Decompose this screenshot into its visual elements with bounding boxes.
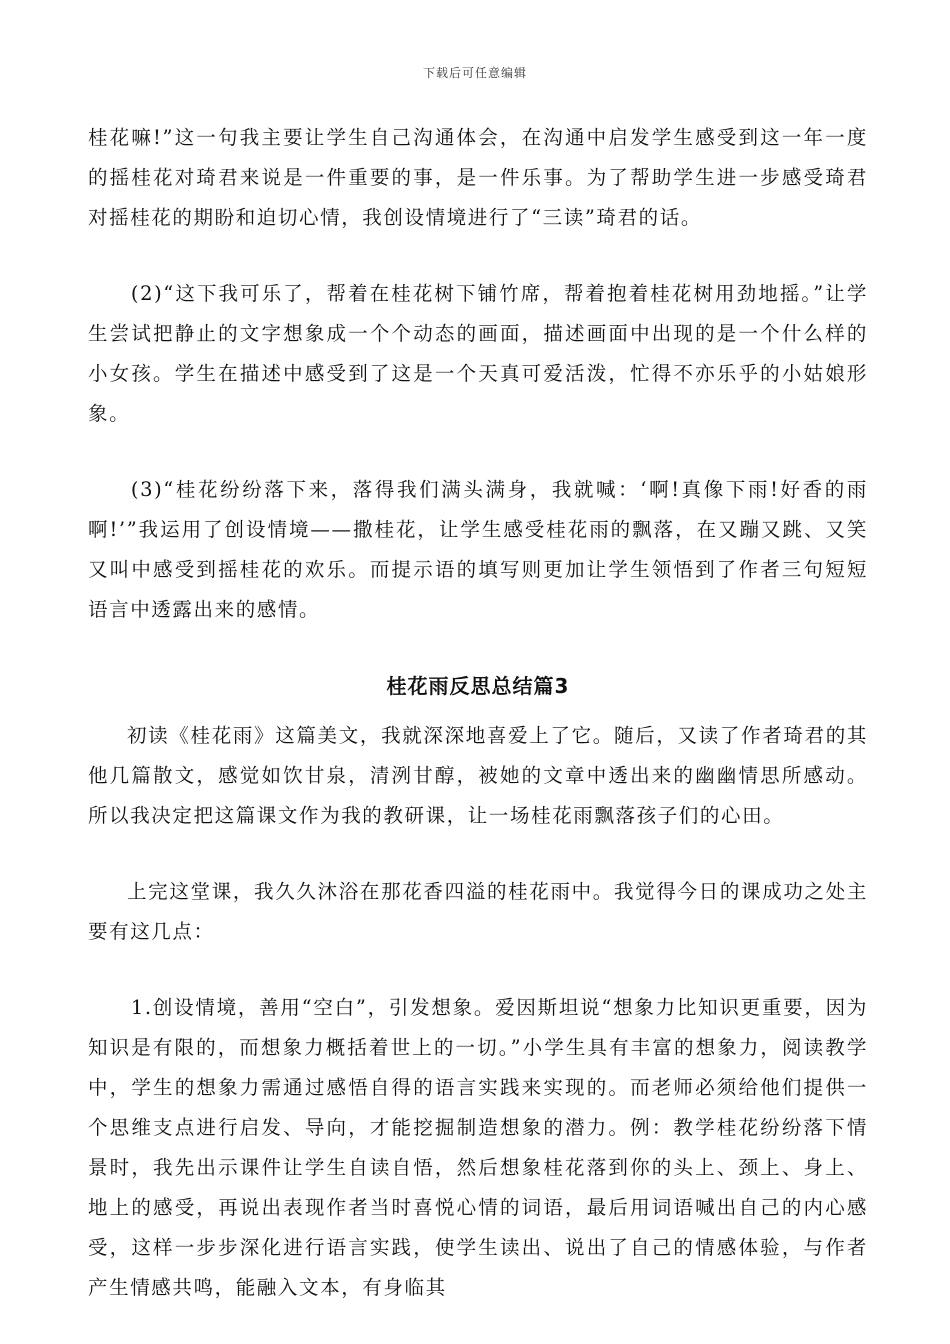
paragraph-summary: 上完这堂课，我久久沐浴在那花香四溢的桂花雨中。我觉得今日的课成功之处主要有这几点： <box>88 880 868 943</box>
paragraph-point-1: 1.创设情境，善用“空白”，引发想象。爱因斯坦说“想象力比知识更重要，因为知识是有限的，而想象力概括着世上的一切。”小学生具有丰富的想象力，阅读教学中，学生的想象力需通过感悟自得的语言实践来实现的。而老师必须给他们提供一个思维支点进行启发、导向，才能挖掘制造想象的潜力。例：教学桂花纷纷落下情景时，我先出示课件让学生自读自悟，然后想象桂花落到你的头上、颈上、身上、地上的感受，再说出表现作者当时喜悦心情的词语，最后用词语喊出自己的内心感受，这样一步步深化进行语言实践，使学生读出、说出了自己的情感体验，与作者产生情感共鸣，能融入文本，有身临其 <box>88 996 868 1299</box>
paragraph-point-3: (3)“桂花纷纷落下来，落得我们满头满身，我就喊：‘啊!真像下雨!好香的雨啊!’”我运用了创设情境——撒桂花，让学生感受桂花雨的飘落，在又蹦又跳、又笑又叫中感受到摇桂花的欢乐。而提示语的填写则更加让学生领悟到了作者三句短短语言中透露出来的感情。 <box>88 478 868 621</box>
section-title: 桂花雨反思总结篇3 <box>386 674 570 698</box>
paragraph-continuation: 桂花嘛!”这一句我主要让学生自己沟通体会，在沟通中启发学生感受到这一年一度的摇桂花对琦君来说是一件重要的事，是一件乐事。为了帮助学生进一步感受琦君对摇桂花的期盼和迫切心情，我创设情境进行了“三读”琦君的话。 <box>88 126 868 229</box>
paragraph-intro: 初读《桂花雨》这篇美文，我就深深地喜爱上了它。随后，又读了作者琦君的其他几篇散文，感觉如饮甘泉，清洌甘醇，被她的文章中透出来的幽幽情思所感动。所以我决定把这篇课文作为我的教研课，让一场桂花雨飘落孩子们的心田。 <box>88 724 868 827</box>
page-header: 下载后可任意编辑 <box>422 66 527 80</box>
paragraph-point-2: (2)“这下我可乐了，帮着在桂花树下铺竹席，帮着抱着桂花树用劲地摇。”让学生尝试把静止的文字想象成一个个动态的画面，描述画面中出现的是一个什么样的小女孩。学生在描述中感受到了这是一个天真可爱活泼，忙得不亦乐乎的小姑娘形象。 <box>88 282 868 425</box>
document-body <box>88 118 868 1344</box>
